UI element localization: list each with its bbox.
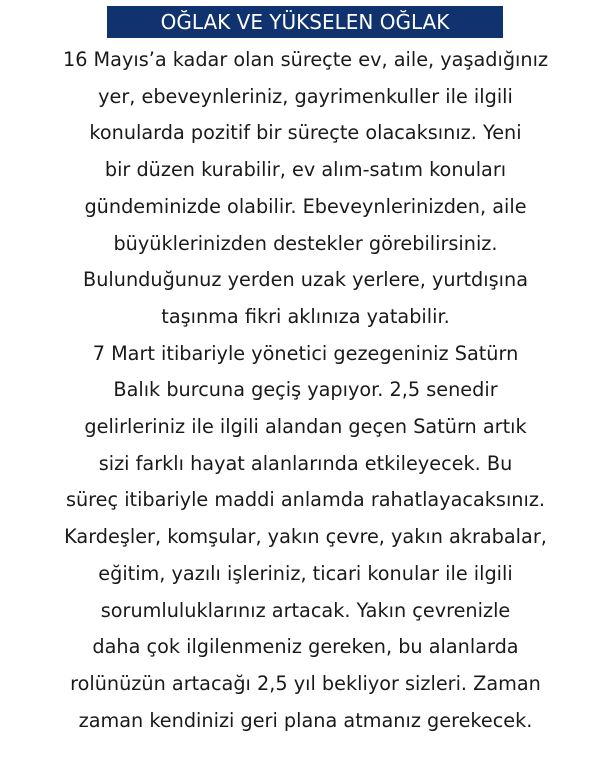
text-line: gündeminizde olabilir. Ebeveynlerinizden, aile (84, 194, 527, 218)
text-line: bir düzen kurabilir, ev alım-satım konuları (104, 158, 507, 182)
text-line: Balık burcuna geçiş yapıyor. 2,5 senedir (113, 378, 498, 402)
text-line: zaman kendinizi geri plana atmanız gerekecek. (78, 708, 533, 732)
text-line: konularda pozitif bir süreçte olacaksınız. Yeni (89, 121, 522, 145)
text-line: Bulunduğunuz yerden uzak yerlere, yurtdışına (83, 268, 528, 292)
horoscope-text (0, 42, 611, 739)
text-line: 7 Mart itibariyle yönetici gezegeniniz Satürn (92, 341, 519, 365)
text-line: yer, ebeveynleriniz, gayrimenkuller ile ilgili (98, 84, 513, 108)
section-title: OĞLAK VE YÜKSELEN OĞLAK (107, 6, 503, 38)
text-line: gelirleriniz ile ilgili alandan geçen Satürn artık (84, 415, 527, 439)
text-line: 16 Mayıs’a kadar olan süreçte ev, aile, yaşadığınız (62, 48, 549, 71)
text-line: süreç itibariyle maddi anlamda rahatlayacaksınız. (65, 488, 546, 512)
text-line: eğitim, yazılı işleriniz, ticari konular ile ilgili (98, 561, 513, 585)
text-line: daha çok ilgilenmeniz gereken, bu alanlarda (92, 635, 519, 659)
text-line: sizi farklı hayat alanlarında etkileyecek. Bu (98, 451, 513, 475)
text-line: sorumluluklarınız artacak. Yakın çevrenizle (100, 598, 511, 622)
text-line: büyüklerinizden destekler görebilirsiniz. (113, 231, 498, 255)
text-line: taşınma fikri aklınıza yatabilir. (161, 304, 450, 328)
text-line: rolünüzün artacağı 2,5 yıl bekliyor sizleri. Zaman (70, 671, 541, 695)
text-line: Kardeşler, komşular, yakın çevre, yakın akrabalar, (64, 525, 547, 549)
